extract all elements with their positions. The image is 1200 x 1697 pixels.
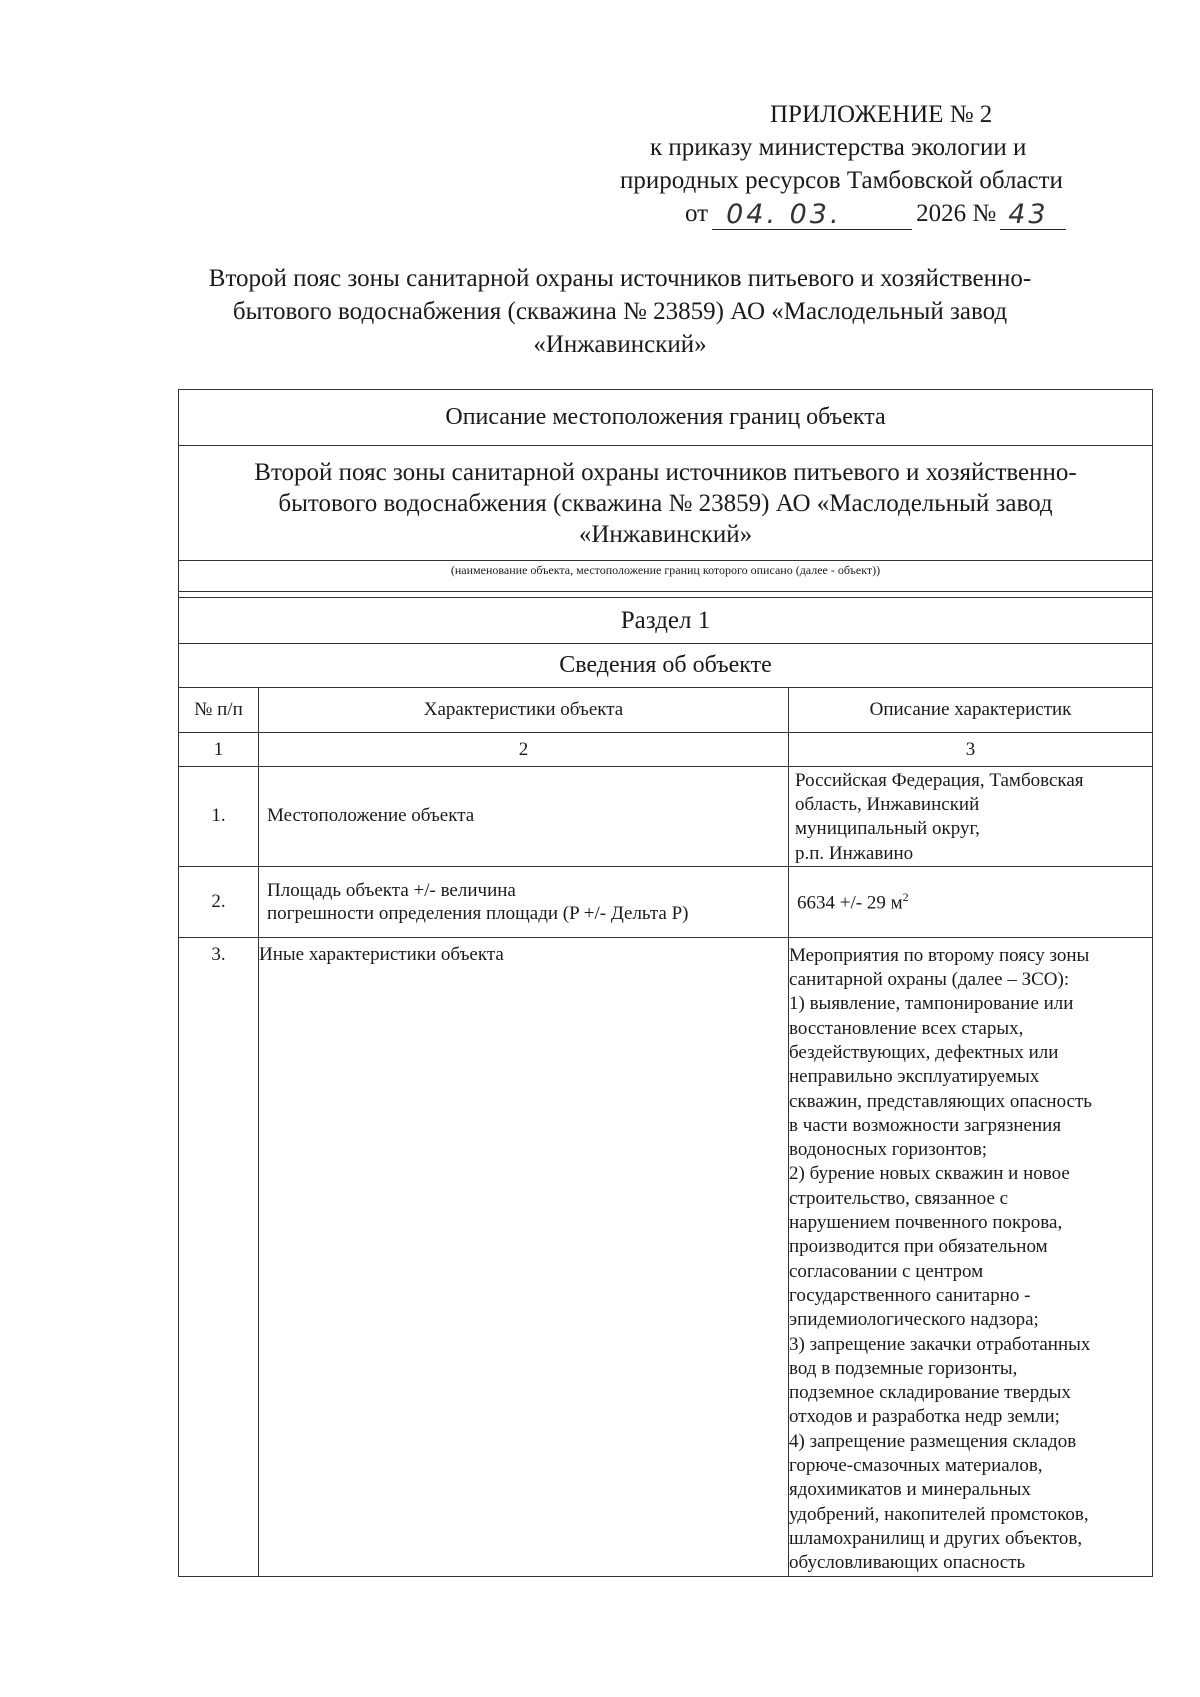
- appendix-header: [620, 98, 1140, 230]
- column-number: 2: [259, 733, 789, 767]
- description-line: шламохранилищ и других объектов,: [789, 1527, 1083, 1549]
- characteristic-line: Площадь объекта +/- величина: [267, 879, 516, 901]
- row-number: 1.: [179, 767, 259, 867]
- object-name-line: бытового водоснабжения (скважина № 23859) АО «Маслодельный завод: [278, 489, 1053, 517]
- appendix-date-line: [620, 197, 1140, 230]
- description-line: водоносных горизонтов;: [789, 1139, 988, 1161]
- column-header-num: № п/п: [179, 688, 259, 733]
- description-line: в части возможности загрязнения: [789, 1114, 1062, 1136]
- object-name-line: «Инжавинский»: [578, 520, 753, 548]
- table-row: [179, 767, 1153, 867]
- column-number: 1: [179, 733, 259, 767]
- heading-line: бытового водоснабжения (скважина № 23859) АО «Маслодельный завод: [232, 298, 1008, 325]
- description-line: ядохимикатов и минеральных: [789, 1479, 1031, 1501]
- description-lines: [789, 944, 1148, 1576]
- object-name: [179, 446, 1153, 561]
- handwritten-number: 43: [1000, 201, 1066, 230]
- description-line: подземное складирование твердых: [789, 1382, 1071, 1404]
- area-unit-superscript: 2: [902, 889, 909, 904]
- description-line: горюче-смазочных материалов,: [789, 1455, 1043, 1477]
- table-row: [179, 937, 1153, 1576]
- description-line: 4) запрещение размещения складов: [789, 1430, 1077, 1452]
- description-line: 3) запрещение закачки отработанных: [789, 1333, 1091, 1355]
- row-characteristic: [259, 866, 789, 937]
- description-line: бездействующих, дефектных или: [789, 1042, 1059, 1063]
- description-line: р.п. Инжавино: [795, 842, 914, 864]
- from-label: от: [685, 200, 709, 227]
- handwritten-date: 04. 03.: [712, 201, 912, 230]
- row-number: 2.: [179, 866, 259, 937]
- description-line: вод в подземные горизонты,: [789, 1357, 1018, 1379]
- description-line: санитарной охраны (далее – ЗСО):: [789, 969, 1070, 991]
- description-line: строительство, связанное с: [789, 1187, 1009, 1209]
- object-caption: (наименование объекта, местоположение границ которого описано (далее - объект)): [179, 561, 1153, 592]
- description-line: Мероприятия по второму поясу зоны: [789, 944, 1090, 966]
- characteristic-line: погрешности определения площади (P +/- Дельта P): [267, 902, 689, 924]
- heading-line: «Инжавинский»: [533, 331, 707, 358]
- description-line: удобрений, накопителей промстоков,: [789, 1503, 1089, 1525]
- row-description: [789, 866, 1153, 937]
- description-line: неправильно эксплуатируемых: [789, 1066, 1040, 1088]
- row-number: 3.: [179, 937, 259, 1576]
- description-line: производится при обязательном: [789, 1236, 1048, 1258]
- appendix-line: природных ресурсов Тамбовской области: [620, 167, 1063, 194]
- heading-line: Второй пояс зоны санитарной охраны источников питьевого и хозяйственно-: [208, 265, 1032, 292]
- description-line: Российская Федерация, Тамбовская: [795, 770, 1084, 791]
- description-line: отходов и разработка недр земли;: [789, 1406, 1060, 1428]
- description-line: муниципальный округ,: [795, 818, 980, 840]
- area-value: 6634 +/- 29 м: [797, 891, 903, 913]
- column-header-description: Описание характеристик: [789, 688, 1153, 733]
- column-number: 3: [789, 733, 1153, 767]
- boundary-description-table: [178, 389, 1153, 1577]
- section-title: Сведения об объекте: [179, 644, 1153, 688]
- section-label: Раздел 1: [179, 598, 1153, 644]
- object-name-line: Второй пояс зоны санитарной охраны источников питьевого и хозяйственно-: [254, 458, 1077, 486]
- description-line: область, Инжавинский: [795, 794, 980, 816]
- description-line: государственного санитарно -: [789, 1284, 1031, 1306]
- description-line: 1) выявление, тампонирование или: [789, 993, 1074, 1015]
- description-line: 2) бурение новых скважин и новое: [789, 1163, 1070, 1185]
- description-line: эпидемиологического надзора;: [789, 1309, 1039, 1331]
- row-description: [789, 937, 1153, 1576]
- description-line: восстановление всех старых,: [789, 1017, 1024, 1039]
- description-line: нарушением почвенного покрова,: [789, 1212, 1063, 1234]
- table-title: Описание местоположения границ объекта: [179, 390, 1153, 446]
- row-characteristic: Иные характеристики объекта: [259, 937, 789, 1576]
- column-header-characteristic: Характеристики объекта: [259, 688, 789, 733]
- row-characteristic: Местоположение объекта: [259, 767, 789, 867]
- appendix-title: ПРИЛОЖЕНИЕ № 2: [770, 101, 993, 128]
- description-line: скважин, представляющих опасность: [789, 1090, 1092, 1112]
- appendix-line: к приказу министерства экологии и: [650, 134, 1027, 161]
- document-heading: [150, 262, 1090, 361]
- row-description: [789, 767, 1153, 867]
- description-line: согласовании с центром: [789, 1260, 984, 1282]
- table-row: [179, 866, 1153, 937]
- year-label: 2026 №: [916, 200, 997, 227]
- description-line: обусловливающих опасность: [789, 1552, 1026, 1574]
